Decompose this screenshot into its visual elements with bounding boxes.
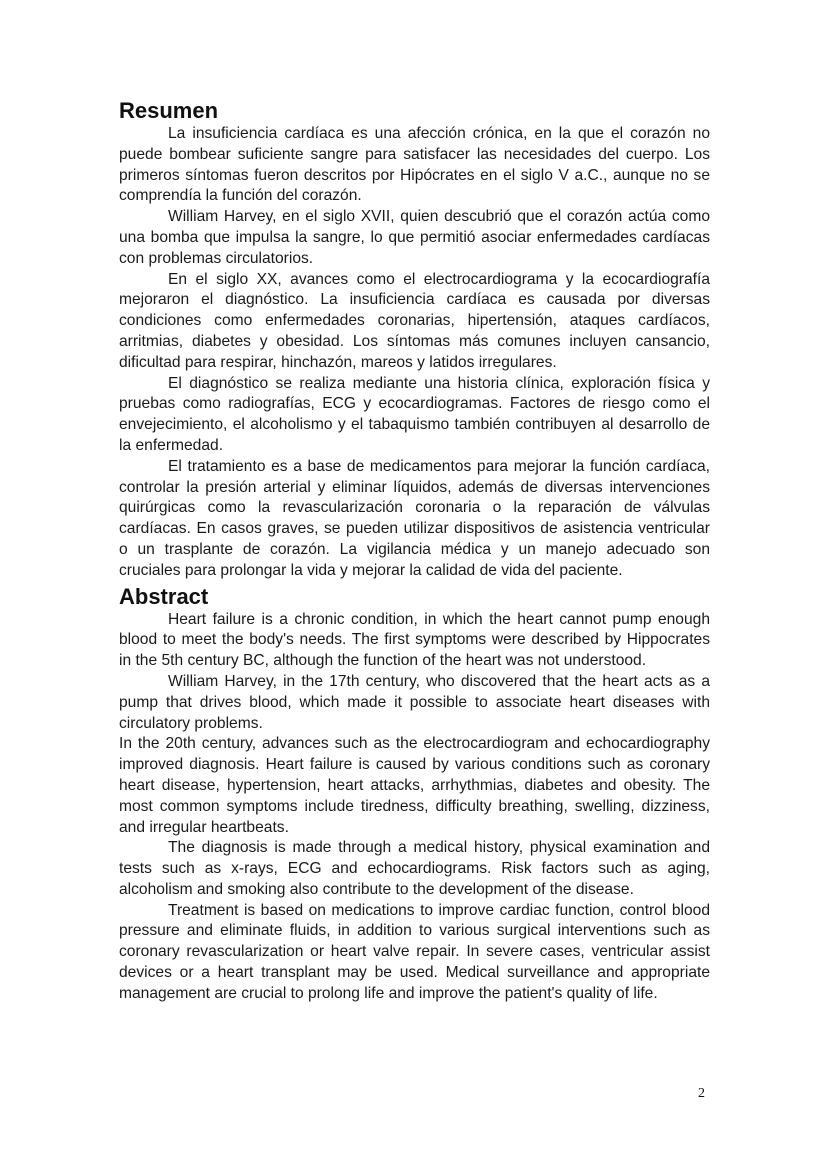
abstract-paragraph-5: Treatment is based on medications to improve cardiac function, control blood pressure and eliminate fluids, in addition to various surgical interventions such as coronary revascularization or heart valve repair. In severe cases, ventricular assist devices or a heart transplant may be used. Medical surveillance and appropriate management are crucial to prolong life and improve the patient's quality of life.: [119, 901, 710, 1002]
abstract-paragraph-4: The diagnosis is made through a medical history, physical examination and tests such as x-rays, ECG and echocardiograms. Risk factors such as aging, alcoholism and smoking also contribute to the development of the disease.: [119, 839, 710, 898]
resumen-paragraph-2: William Harvey, en el siglo XVII, quien descubrió que el corazón actúa como una bomba que impulsa la sangre, lo que permitió asociar enfermedades cardíacas con problemas circulatorios.: [119, 208, 710, 267]
page-number: 2: [698, 1086, 705, 1101]
resumen-paragraph-3: En el siglo XX, avances como el electrocardiograma y la ecocardiografía mejoraron el diagnóstico. La insuficiencia cardíaca es causada por diversas condiciones como enfermedades coronarias, hipertensión, ataques cardíacos, arritmias, diabetes y obesidad. Los síntomas más comunes incluyen cansancio, dificultad para respirar, hinchazón, mareos y latidos irregulares.: [119, 270, 710, 371]
abstract-paragraph-1: Heart failure is a chronic condition, in which the heart cannot pump enough blood to meet the body's needs. The first symptoms were described by Hippocrates in the 5th century BC, although the function of the heart was not understood.: [119, 610, 710, 670]
abstract-heading: Abstract: [119, 583, 209, 609]
abstract-paragraph-2: William Harvey, in the 17th century, who discovered that the heart acts as a pump that drives blood, which made it possible to associate heart diseases with circulatory problems.: [119, 672, 710, 732]
resumen-paragraph-5: El tratamiento es a base de medicamentos para mejorar la función cardíaca, controlar la presión arterial y eliminar líquidos, además de diversas intervenciones quirúrgicas como la revascularización coronaria o la reparación de válvulas cardíacas. En casos graves, se pueden utilizar dispositivos de asistencia ventricular o un trasplante de corazón. La vigilancia médica y un manejo adecuado son cruciales para prolongar la vida y mejorar la calidad de vida del paciente.: [119, 457, 710, 579]
document-page: [119, 98, 710, 1005]
resumen-paragraph-4: El diagnóstico se realiza mediante una historia clínica, exploración física y pruebas como radiografías, ECG y ecocardiogramas. Factores de riesgo como el envejecimiento, el alcoholismo y el tabaquismo también contribuyen al desarrollo de la enfermedad.: [119, 374, 710, 454]
abstract-paragraph-3: In the 20th century, advances such as the electrocardiogram and echocardiography improved diagnosis. Heart failure is caused by various conditions such as coronary heart disease, hypertension, heart attacks, arrhythmias, diabetes and obesity. The most common symptoms include tiredness, difficulty breathing, swelling, dizziness, and irregular heartbeats.: [119, 735, 710, 836]
resumen-paragraph-1: La insuficiencia cardíaca es una afección crónica, en la que el corazón no puede bombear suficiente sangre para satisfacer las necesidades del cuerpo. Los primeros síntomas fueron descritos por Hipócrates en el siglo V a.C., aunque no se comprendía la función del corazón.: [119, 125, 710, 205]
resumen-heading: Resumen: [119, 98, 219, 123]
